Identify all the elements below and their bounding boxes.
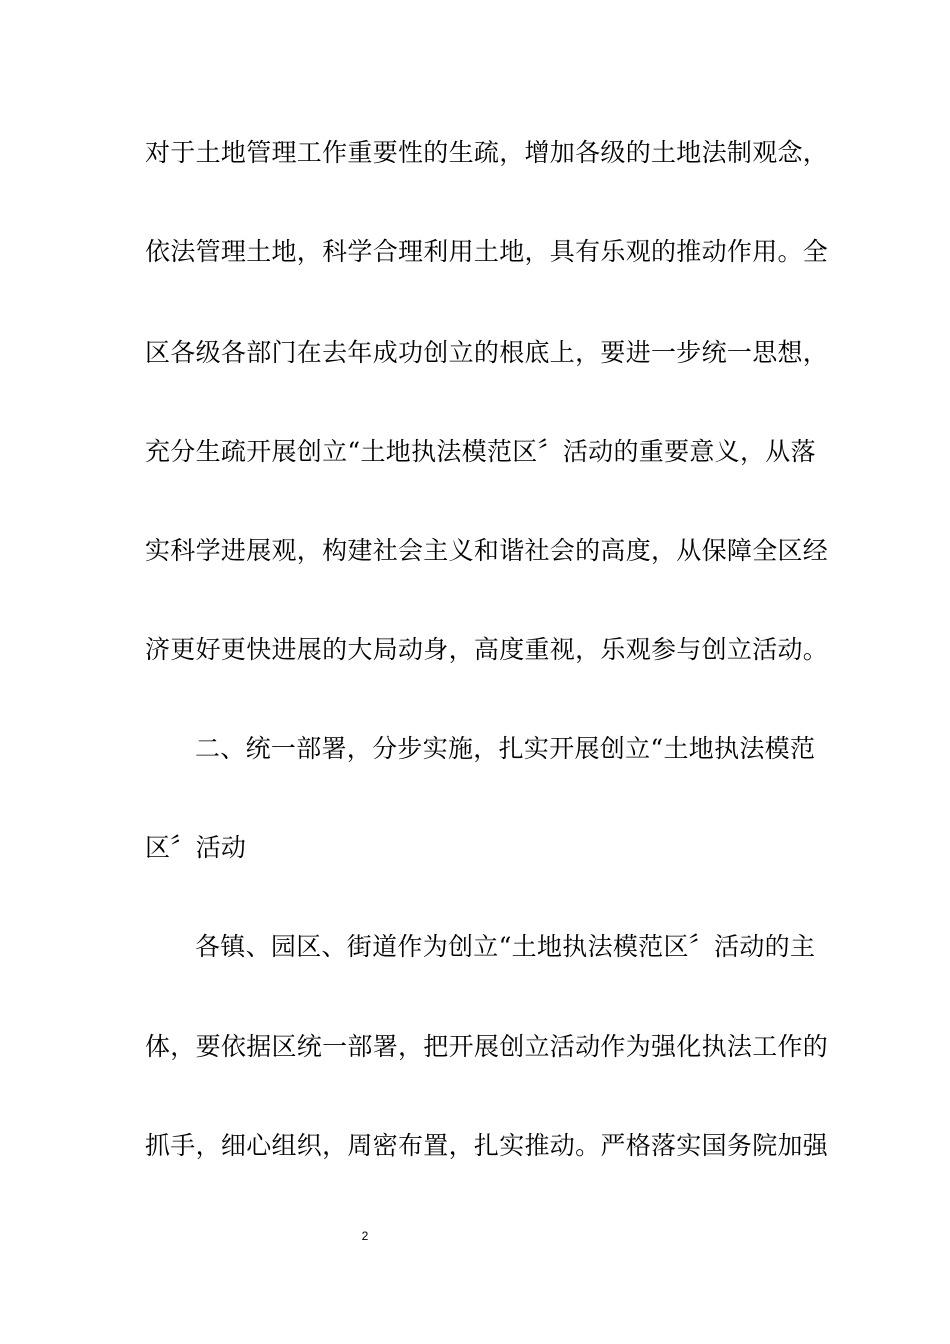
text-line: 区各级各部门在去年成功创立的根底上，要进一步统一思想，: [145, 338, 829, 367]
section-heading-continued: 区〞活动: [145, 833, 247, 862]
text-line: 实科学进展观，构建社会主义和谐社会的高度，从保障全区经: [145, 536, 829, 565]
paragraph-first-line: 各镇、园区、街道作为创立“土地执法模范区〞活动的主: [195, 932, 816, 961]
section-heading: 二、统一部署，分步实施，扎实开展创立“土地执法模范: [195, 734, 816, 763]
page-number: 2: [361, 1229, 369, 1243]
text-line: 依法管理土地，科学合理利用土地，具有乐观的推动作用。全: [145, 237, 829, 266]
text-line: 体，要依据区统一部署，把开展创立活动作为强化执法工作的: [145, 1032, 829, 1061]
text-line: 抓手，细心组织，周密布置，扎实推动。严格落实国务院加强: [145, 1131, 829, 1160]
text-line: 充分生疏开展创立“土地执法模范区〞活动的重要意义，从落: [145, 437, 816, 466]
text-line: 济更好更快进展的大局动身，高度重视，乐观参与创立活动。: [145, 635, 829, 664]
text-line: 对于土地管理工作重要性的生疏，增加各级的土地法制观念，: [145, 138, 829, 167]
